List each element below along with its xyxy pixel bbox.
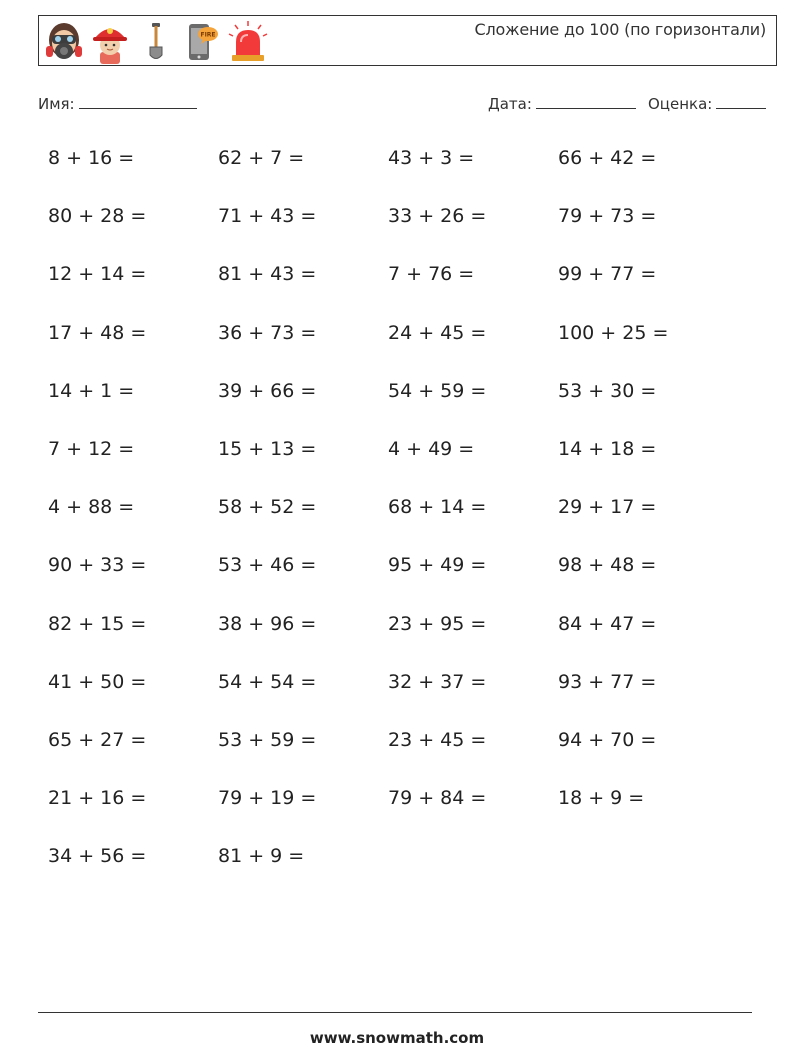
problem-item: 23 + 45 = xyxy=(388,729,487,751)
worksheet-header xyxy=(38,15,777,66)
problem-item: 99 + 77 = xyxy=(558,263,657,285)
problem-item: 4 + 49 = xyxy=(388,438,475,460)
problem-item: 7 + 76 = xyxy=(388,263,475,285)
problem-item: 43 + 3 = xyxy=(388,147,475,169)
grade-label: Оценка: xyxy=(648,95,713,113)
problem-item: 14 + 18 = xyxy=(558,438,657,460)
problem-item: 21 + 16 = xyxy=(48,787,147,809)
problem-item: 17 + 48 = xyxy=(48,322,147,344)
name-label: Имя: xyxy=(38,95,75,113)
problem-item: 54 + 54 = xyxy=(218,671,317,693)
problem-item: 41 + 50 = xyxy=(48,671,147,693)
problem-item: 12 + 14 = xyxy=(48,263,147,285)
date-field xyxy=(488,94,636,113)
problem-item: 32 + 37 = xyxy=(388,671,487,693)
problem-item: 24 + 45 = xyxy=(388,322,487,344)
problem-item: 71 + 43 = xyxy=(218,205,317,227)
shovel-icon xyxy=(135,20,177,64)
footer-divider xyxy=(38,1012,752,1013)
problem-item: 36 + 73 = xyxy=(218,322,317,344)
phone-fire-icon xyxy=(181,20,223,64)
problem-item: 81 + 43 = xyxy=(218,263,317,285)
problem-item: 66 + 42 = xyxy=(558,147,657,169)
problem-item: 58 + 52 = xyxy=(218,496,317,518)
problem-item: 53 + 46 = xyxy=(218,554,317,576)
problem-item: 53 + 30 = xyxy=(558,380,657,402)
problem-item: 65 + 27 = xyxy=(48,729,147,751)
problem-item: 18 + 9 = xyxy=(558,787,645,809)
problem-item: 4 + 88 = xyxy=(48,496,135,518)
gas-mask-icon xyxy=(43,20,85,64)
header-icons xyxy=(43,18,269,65)
date-label: Дата: xyxy=(488,95,532,113)
problem-item: 90 + 33 = xyxy=(48,554,147,576)
problem-item: 79 + 19 = xyxy=(218,787,317,809)
problem-item: 39 + 66 = xyxy=(218,380,317,402)
problem-item: 81 + 9 = xyxy=(218,845,305,867)
problem-item: 93 + 77 = xyxy=(558,671,657,693)
problem-item: 29 + 17 = xyxy=(558,496,657,518)
grade-line[interactable] xyxy=(716,94,766,109)
problem-item: 62 + 7 = xyxy=(218,147,305,169)
problem-item: 53 + 59 = xyxy=(218,729,317,751)
problem-item: 84 + 47 = xyxy=(558,613,657,635)
date-line[interactable] xyxy=(536,94,636,109)
grade-field xyxy=(648,94,766,113)
footer-website: www.snowmath.com xyxy=(309,1029,485,1047)
problem-item: 100 + 25 = xyxy=(558,322,669,344)
problem-item: 68 + 14 = xyxy=(388,496,487,518)
problem-item: 80 + 28 = xyxy=(48,205,147,227)
problem-item: 8 + 16 = xyxy=(48,147,135,169)
problem-item: 94 + 70 = xyxy=(558,729,657,751)
problem-item: 38 + 96 = xyxy=(218,613,317,635)
problem-item: 54 + 59 = xyxy=(388,380,487,402)
problem-item: 15 + 13 = xyxy=(218,438,317,460)
problem-item: 79 + 73 = xyxy=(558,205,657,227)
problem-item: 7 + 12 = xyxy=(48,438,135,460)
problem-item: 79 + 84 = xyxy=(388,787,487,809)
name-field xyxy=(38,94,197,113)
svg-text:FIRE: FIRE xyxy=(200,31,216,38)
worksheet-title: Сложение до 100 (по горизонтали) xyxy=(474,20,766,39)
firefighter-icon xyxy=(89,20,131,64)
problem-item: 14 + 1 = xyxy=(48,380,135,402)
problem-item: 95 + 49 = xyxy=(388,554,487,576)
name-line[interactable] xyxy=(79,94,197,109)
problem-item: 23 + 95 = xyxy=(388,613,487,635)
siren-icon xyxy=(227,20,269,64)
problem-item: 34 + 56 = xyxy=(48,845,147,867)
problem-item: 33 + 26 = xyxy=(388,205,487,227)
problem-item: 82 + 15 = xyxy=(48,613,147,635)
problem-item: 98 + 48 = xyxy=(558,554,657,576)
